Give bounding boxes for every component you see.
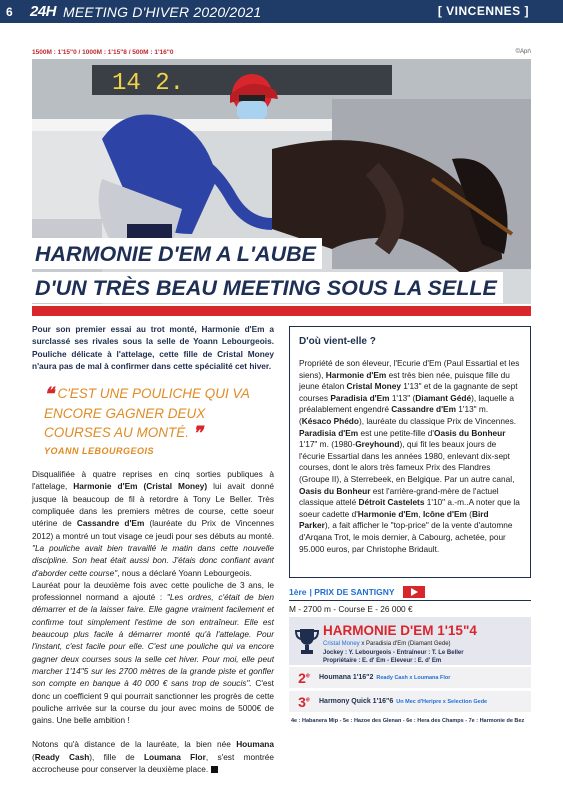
svg-text:14 2.: 14 2.: [112, 70, 185, 97]
article-paragraph: Notons qu'à distance de la lauréate, la bien née Houmana (Ready Cash), fille de Loumana Flor, s'est montrée accrocheuse pour conserver la deuxième place.: [32, 739, 275, 775]
quote-author: YOANN LEBOURGEOIS: [44, 446, 155, 457]
headline-divider: [32, 306, 531, 316]
venue-label: [ VINCENNES ]: [437, 4, 529, 18]
other-placings: 4e : Habanera Mip - 5e : Hazoe des Glenan - 6e : Hera des Champs - 7e : Harmonie de Bez: [291, 718, 525, 724]
race-header: [289, 586, 531, 598]
race-rank: 1ère: [289, 587, 307, 597]
trophy-icon: [295, 627, 319, 655]
article-paragraph: Lauréat pour la deuxième fois avec cette pouliche de 3 ans, le professionnel normand a ajouté : "Les ordres, c'était de bien démarrer et de la laisser faire. Elle gagne vraiment facilement et confirme tout simplement l'estime de son entraîneur. Elle est beaucoup plus facile à démarrer monté qu'à l'attelage. Pour l'instant, c'est facile pour elle. C'est une pouliche qui va encore gagner deux courses sous la selle cet hiver. Pour moi, elle peut marcher 1'14"5 sur les 2700 mètres de la grande piste et gonfler son compte en banque à 40 000 € sans trop de soucis". C'est donc un coefficient 9 qui pourrait sanctionner les progrès de cette pouliche arrivée sur la course du jour avec moins de 5000€ de gains. Une belle ambition !: [32, 579, 274, 726]
article-headline: [32, 238, 531, 303]
placing-origin: Ready Cash x Loumana Flor: [376, 674, 451, 681]
play-video-icon[interactable]: [403, 586, 425, 598]
placing-origin: Un Mec d'Heripre x Selection Gede: [396, 698, 488, 705]
meeting-title: MEETING D'HIVER 2020/2021: [63, 3, 262, 20]
winner-block: [289, 617, 531, 665]
race-name: | PRIX DE SANTIGNY: [309, 587, 395, 597]
article-intro: Pour son premier essai au trot monté, Harmonie d'Em a surclassé ses rivales sous la selle de Yoann Lebourgeois. Pouliche délicate à l'attelage, cette fille de Cristal Money n'aura pas de mal à confirmer dans cette spécialité cet hiver.: [32, 324, 274, 371]
placing-row: 3e Harmony Quick 1'16"6 Un Mec d'Heripre x Selection Gede: [289, 691, 531, 713]
close-quote-icon: ❞: [192, 423, 203, 444]
sidebar-title: D'où vient-elle ?: [299, 336, 376, 347]
placing-horse: Houmana 1'16"2: [319, 674, 374, 681]
open-quote-icon: ❝: [44, 384, 54, 405]
brand-logo: 24H: [30, 3, 57, 20]
pull-quote-text: C'EST UNE POULICHE QUI VA ENCORE GAGNER DEUX COURSES AU MONTÉ.: [44, 386, 250, 441]
article-body: [32, 323, 274, 775]
sidebar-body: Propriété de son éleveur, l'Ecurie d'Em (Paul Essartial et les siens), Harmonie d'Em est très bien née, puisque fille du jeune étalon Cristal Money 1'13" et de la gagnante de sept courses Paradisia d'Em 1'13" (Diamant Gédé), laquelle a préalablement engendré Cassandre d'Em 1'13" m. (Késaco Phédo), lauréate du classique Prix de Vincennes. Paradisia d'Em est une petite-fille d'Oasis du Bonheur 1'17" m. (1980-Greyhound), qui fit les beaux jours de l'écurie Essartial dans les années 1980, enlevant dix-sept courses, dont le alors très fameux Prix des Flandres (Groupe II), à Sterrebeek, en Belgique. Par un autre canal, Oasis du Bonheur est l'arrière-grand-mère de l'actuel classique attelé Détroit Castelets 1'10" a.-m..A noter que la soeur cadette d'Harmonie d'Em, Icône d'Em (Bird Parker), a fait afficher le "top-price" de la vente d'automne d'Arqana Trot, le mois dernier, à Cabourg, achetée, pour 95.000 euros, par Christophe Bridault.: [299, 358, 520, 554]
article-paragraph: Disqualifiée à quatre reprises en cinq sorties publiques à l'attelage, Harmonie d'Em (Cristal Money) lui avait donné jusque là beaucoup de fil à retordre à Tony Le Beller. Très compliquée dans les premiers mètres de course, cette soeur utérine de Cassandre d'Em (lauréate du Prix de Vincennes 2012) a montré un tout visage ce jeudi pour ses débuts au monté. "La pouliche avait bien travaillé le matin dans cette nouvelle discipline. Son heat était aussi bon. J'étais donc confiant avant d'aborder cette course", nous a déclaré Yoann Lebourgeois.: [32, 469, 274, 578]
winner-name: HARMONIE D'EM 1'15"4: [323, 623, 477, 638]
page-number: 6: [6, 4, 13, 19]
sidebar-box: [289, 326, 531, 578]
race-result: [289, 586, 531, 726]
headline-line-1: HARMONIE D'EM A L'AUBE: [32, 238, 322, 269]
winner-pedigree: Cristal Money x Paradisia d'Em (Diamant Gede) Jockey : Y. Lebourgeois - Entraîneur : T. Le Beller Propriétaire : E. d' Em - Eleveur : E. d' Em: [323, 641, 464, 664]
headline-line-2: D'UN TRÈS BEAU MEETING SOUS LA SELLE: [32, 272, 503, 303]
placing-horse: Harmony Quick 1'16"6: [319, 698, 394, 705]
race-info: M - 2700 m - Course E - 26 000 €: [289, 604, 413, 614]
end-mark-icon: [211, 766, 218, 773]
placing-row: 2e Houmana 1'16"2 Ready Cash x Loumana Flor: [289, 667, 531, 689]
page-header: [0, 0, 563, 23]
timing-line: 1500M : 1'15"0 / 1000M : 1'15"8 / 500M : 1'16"0: [32, 49, 174, 56]
photo-credit: ©Apr\: [515, 49, 531, 55]
pull-quote: [44, 384, 274, 456]
